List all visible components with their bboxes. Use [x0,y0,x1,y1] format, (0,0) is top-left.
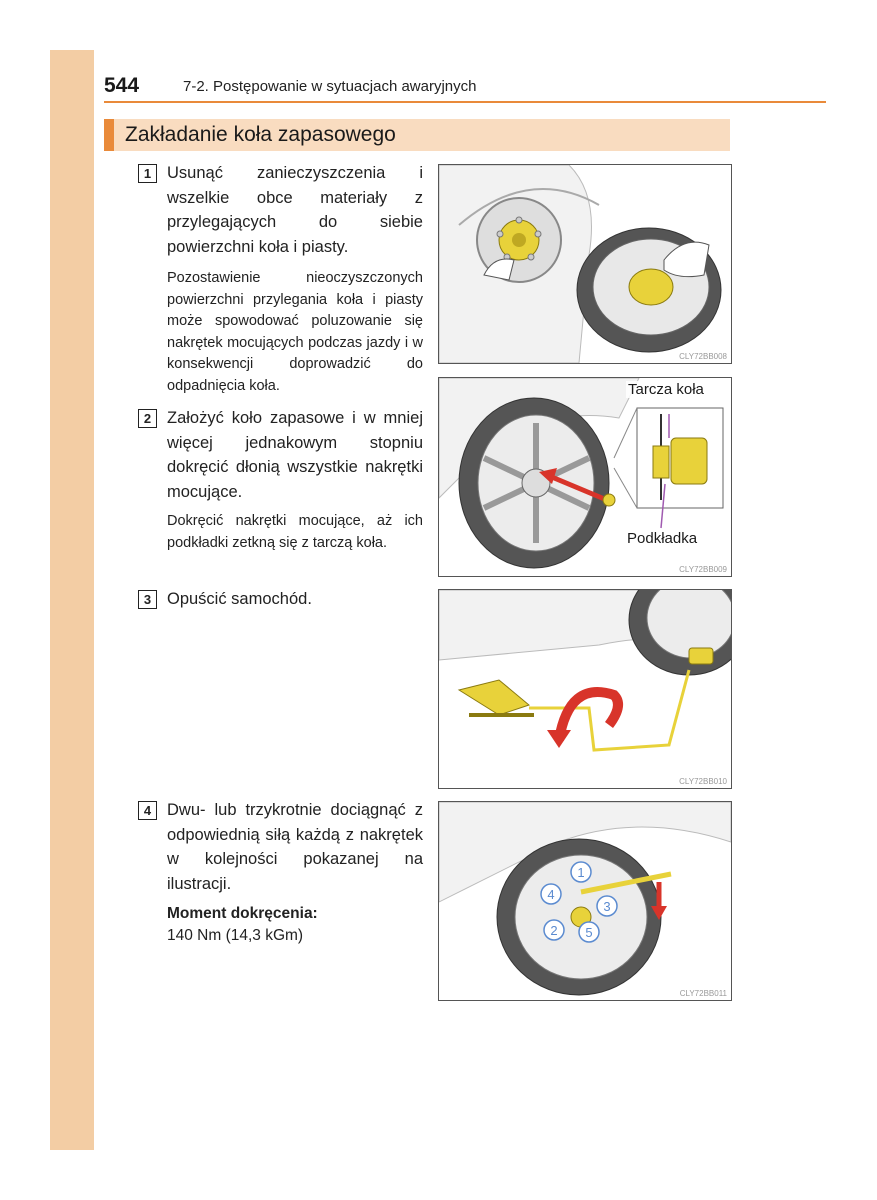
step-1-number: 1 [138,164,157,183]
figure-1-code: CLY72BB008 [679,352,727,361]
step-2-number: 2 [138,409,157,428]
step-1-note: Pozostawienie nieoczyszczonych powierzchni przylegania koła i piasty może spowodować poluzowanie się nakrętek mocujących podczas jazdy i w konsekwencji doprowadzić do odpadnięcia koła. [167,270,423,394]
chapter-title: 7-2. Postępowanie w sytuacjach awaryjnych [183,78,477,95]
tightening-sequence-illustration [439,802,731,1000]
header-divider [104,101,826,103]
sequence-4: 4 [547,887,555,902]
figure-mount-spare [438,377,732,577]
sequence-2: 2 [550,923,558,938]
washer-label: Podkładka [627,530,698,547]
figure-4-code: CLY72BB011 [679,989,727,998]
step-3-number: 3 [138,590,157,609]
torque-value: 140 Nm (14,3 kGm) [167,927,304,944]
step-4-number: 4 [138,801,157,820]
sequence-1: 1 [577,865,585,880]
figure-2-code: CLY72BB009 [679,565,727,574]
figure-lower-vehicle [438,589,732,789]
torque-label: Moment dokręcenia: [167,905,318,922]
sequence-3: 3 [603,899,611,914]
step-2-note: Dokręcić nakrętki mocujące, aż ich podkładki zetkną się z tarczą koła. [167,513,423,551]
step-2-text: Założyć koło zapasowe i w mniej więcej jednakowym stopniu dokręcić dłonią wszystkie nakrętki mocujące. [167,409,423,501]
page-number: 544 [104,74,140,97]
section-title: Zakładanie koła zapasowego [125,123,396,146]
lower-vehicle-illustration [439,590,731,788]
step-3-text: Opuścić samochód. [167,590,312,608]
sequence-5: 5 [585,925,593,940]
section-heading-accent [104,119,114,151]
step-4-text: Dwu- lub trzykrotnie dociągnąć z odpowiednią siłą każdą z nakrętek w kolejności pokazanej na ilustracji. [167,801,423,893]
hub-disc-label: Tarcza koła [628,381,704,398]
step-1-text: Usunąć zanieczyszczenia i wszelkie obce materiały z przylegających do siebie powierzchni koła i piasty. [167,164,423,256]
figure-tightening-sequence [438,801,732,1001]
chapter-tab-strip [50,50,94,1150]
figure-3-code: CLY72BB010 [679,777,727,786]
clean-hub-illustration [439,165,731,363]
figure-clean-hub [438,164,732,364]
